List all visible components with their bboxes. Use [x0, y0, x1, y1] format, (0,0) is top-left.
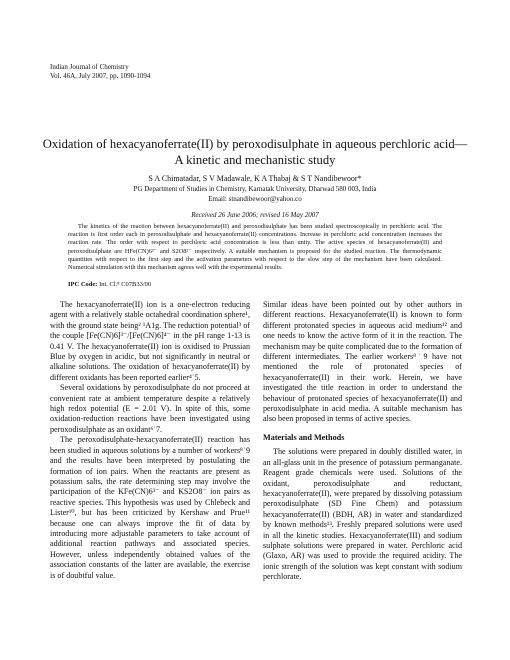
- received-dates: Received 26 June 2006; revised 16 May 2007: [191, 211, 319, 219]
- body-paragraph: Several oxidations by peroxodisulphate do not proceed at convenient rate at ambient temperature despite a relatively high redox potential (E = 2.01 V). In spite of this, some oxidation-reduction reactions have been investigated using peroxodisulphate as an oxidant⁶˙7.: [50, 383, 250, 434]
- body-paragraph: The solutions were prepared in doubly distilled water, in an all-glass unit in the presence of potassium permanganate. Reagent grade chemicals were used. Solutions of the oxidant, peroxodisulphate and reductant, hexacyanoferrate(II), were prepared by dissolving potassium peroxodisulphate (SD Fine Chem) and potassium hexacyanoferrate(II) (BDH, AR) in water and standardized by known methods¹³. Freshly prepared solutions were used in all the kinetic studies. Hexacyanoferrate(III) and sodium sulphate solutions were prepared in water. Perchloric acid (Glaxo, AR) was used to provide the required acidity. The ionic strength of the solution was kept constant with sodium perchlorate.: [263, 447, 462, 582]
- left-column: [50, 300, 250, 581]
- ipc-value: Int. Cl.⁸ C07B33/00: [99, 281, 152, 288]
- abstract: [68, 223, 442, 272]
- affiliation: PG Department of Studies in Chemistry, Karnatak University, Dharwad 580 003, India: [133, 185, 377, 193]
- author-list: S A Chimatadar, S V Madawale, K A Thabaj & S T Nandibewoor*: [148, 174, 362, 183]
- ipc-label: IPC Code:: [68, 281, 98, 288]
- body-paragraph: The hexacyanoferrate(II) ion is a one-electron reducing agent with a relatively stable octahedral coordination sphere¹, with the ground state being² ¹A1g. The reduction potential³ of the couple [Fe(CN)6]³⁻/[Fe(CN)6]⁴⁻ in the pH range 1-13 is 0.41 V. The hexacyanoferrate(II) ion is oxidised to Prussian Blue by oxygen in acidic, but not significantly in neutral or alkaline solutions. The oxidation of hexacyanoferrate(II) by different oxidants has been reported earlier⁴˙5.: [50, 300, 250, 382]
- journal-issue: Vol. 46A, July 2007, pp. 1090-1094: [50, 72, 151, 80]
- section-heading: Materials and Methods: [263, 432, 345, 442]
- paper-title: Oxidation of hexacyanoferrate(II) by peroxodisulphate in aqueous perchloric acid—A kinetic and mechanistic study: [42, 137, 468, 167]
- journal-header: [50, 63, 150, 81]
- body-paragraph: Similar ideas have been pointed out by other authors in different reactions. Hexacyanoferrate(II) is known to form different protonated species in aqueous acid medium¹² and one needs to know the active form of it in the reaction. The mechanism may be quite complicated due to the formation of different intermediates. The earlier workers⁸˙9 have not mentioned the role of protonated species of hexacyanoferrate(II) in their work. Herein, we have investigated the title reaction in order to understand the behaviour of protonated species of hexacyanoferrate(II) and peroxodisulphate in acid media. A suitable mechanism has also been proposed in terms of active species.: [263, 300, 462, 424]
- body-paragraph: The peroxodisulphate-hexacyanoferrate(II) reaction has been studied in aqueous solutions by a number of workers⁸˙9 and the results have been interpreted by postulating the formation of ion pairs. When the reactants are present as potassium salts, the rate determining step may involve the participation of the KFe(CN)6³⁻ and KS2O8⁻ ion pairs as reactive species. This hypothesis was used by Chlebeck and Lister¹⁰, but has been criticized by Kershaw and Prue¹¹ because one can always improve the fit of data by introducing more adjustable parameters to take account of additional reaction pathways and associated species. However, unless independently obtained values of the association constants of the latter are available, the exercise is of doubtful value.: [50, 435, 250, 580]
- email: Email: stnandibewoor@yahoo.co: [208, 195, 302, 203]
- ipc-code: [68, 281, 151, 289]
- right-column: [263, 300, 462, 583]
- abstract-text: The kinetics of the reaction between hexacyanoferrate(II) and peroxodisulphate has been studied spectroscopically in perchloric acid. The reaction is first order each in peroxodisulphate and hexacyanoferrate(II) concentrations. Increase in perchloric acid concentration increases the reaction rate. The order with respect to perchloric acid concentration is less than unity. The active species of hexacyanoferrate(II) and peroxodisulphate are HFe(CN)6³⁻ and S2O8²⁻ respectively. A suitable mechanism is proposed for the studied reaction. The thermodynamic quantities with respect to the first step and the activation parameters with respect to the slow step of the mechanism have been calculated. Numerical simulation with this mechanism agrees well with the experimental results.: [68, 223, 442, 272]
- journal-name: Indian Journal of Chemistry: [50, 63, 129, 71]
